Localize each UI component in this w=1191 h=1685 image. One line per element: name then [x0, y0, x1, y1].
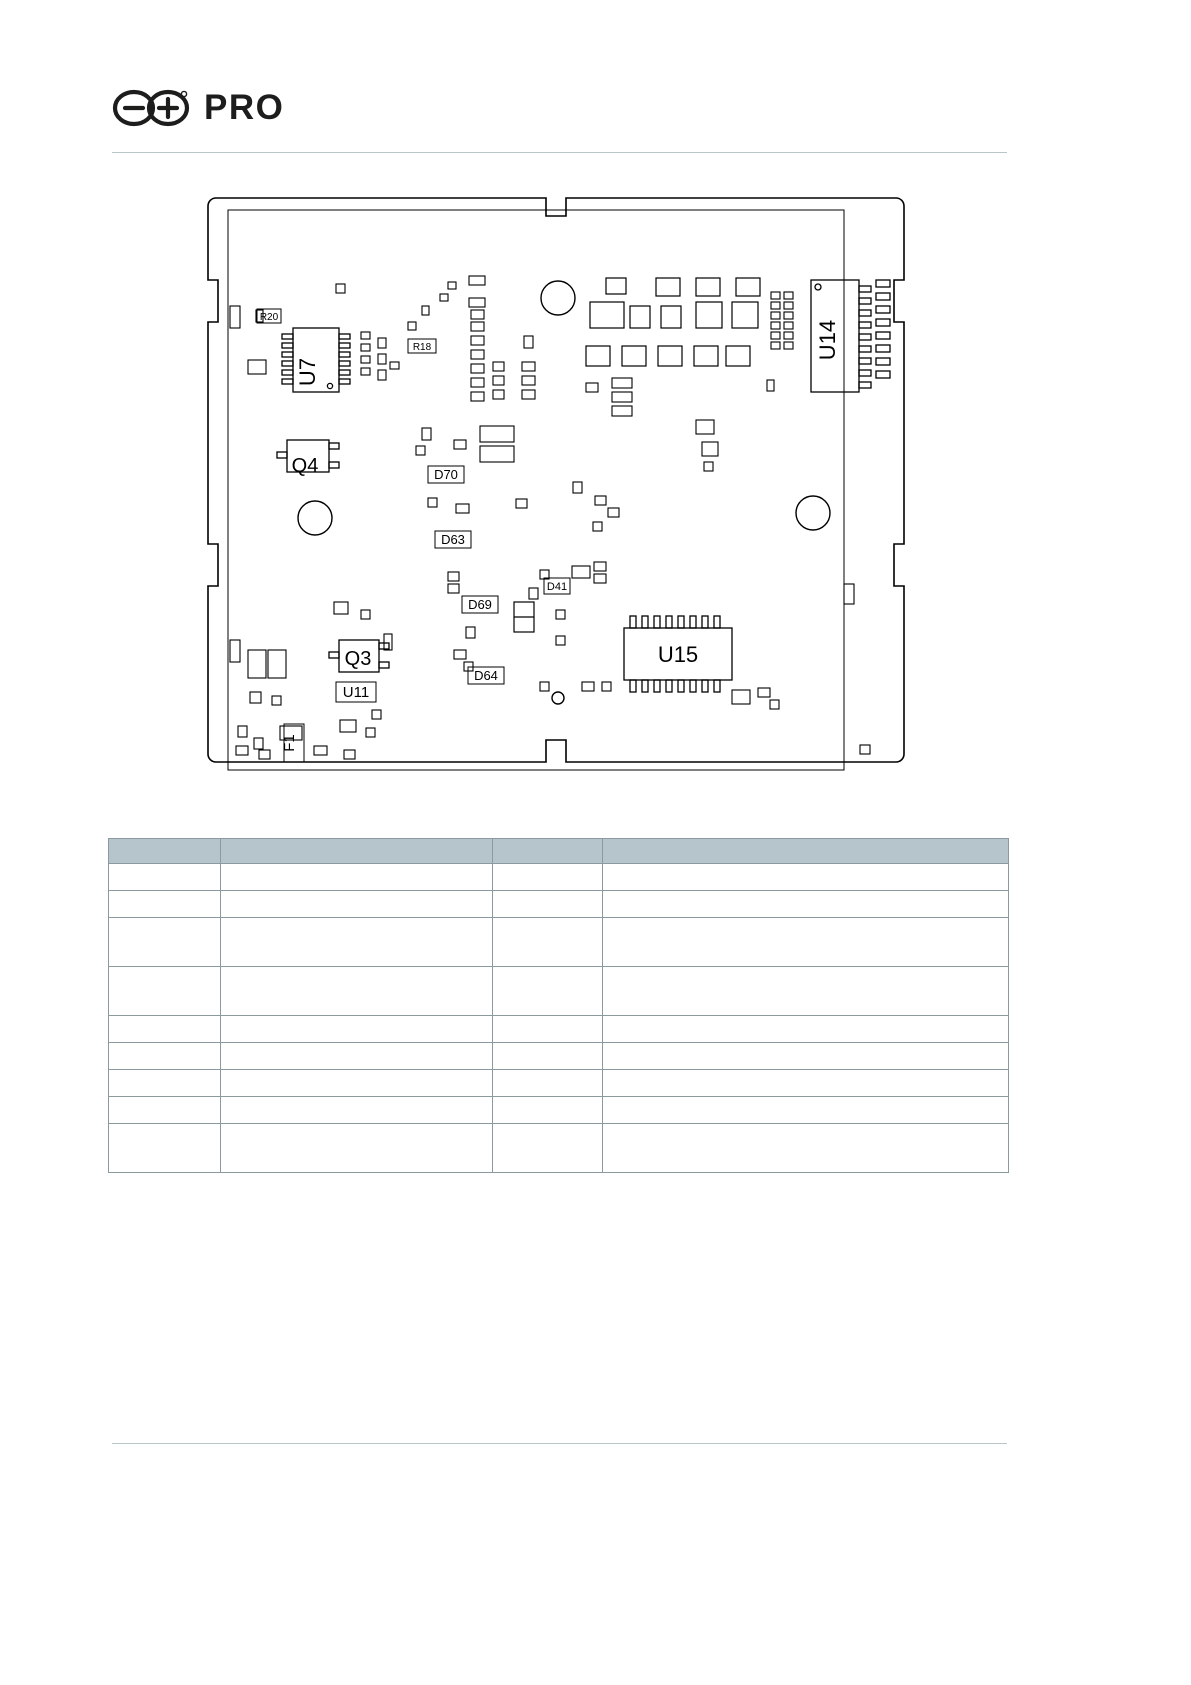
cell-qty: [493, 864, 603, 891]
table-row: [109, 891, 1009, 918]
cell-desc: [221, 864, 493, 891]
table-header-cell-4: [603, 839, 1009, 864]
cell-qty: [493, 1097, 603, 1124]
cell-notes: [603, 918, 1009, 967]
table-row: [109, 864, 1009, 891]
cell-desc: [221, 891, 493, 918]
cell-ref: [109, 864, 221, 891]
cell-desc: [221, 1043, 493, 1070]
cell-ref: [109, 891, 221, 918]
cell-ref: [109, 1043, 221, 1070]
cell-qty: [493, 891, 603, 918]
footer-divider: [112, 1443, 1007, 1444]
cell-notes: [603, 1043, 1009, 1070]
svg-text:D63: D63: [441, 532, 465, 547]
table-header-row: [109, 839, 1009, 864]
svg-text:D64: D64: [474, 668, 498, 683]
arduino-infinity-logo-icon: [112, 88, 190, 128]
cell-ref: [109, 1124, 221, 1173]
pcb-bottom-view-figure: [196, 178, 924, 782]
cell-desc: [221, 1097, 493, 1124]
cell-desc: [221, 1070, 493, 1097]
table-row: [109, 1016, 1009, 1043]
cell-notes: [603, 864, 1009, 891]
parts-table: [108, 838, 1009, 1173]
cell-qty: [493, 1016, 603, 1043]
cell-notes: [603, 1124, 1009, 1173]
cell-qty: [493, 967, 603, 1016]
table-row: [109, 1124, 1009, 1173]
parts-table-container: [108, 838, 1008, 1173]
cell-qty: [493, 918, 603, 967]
table-row: [109, 1097, 1009, 1124]
table-row: [109, 1070, 1009, 1097]
cell-qty: [493, 1043, 603, 1070]
cell-qty: [493, 1124, 603, 1173]
table-header-cell-3: [493, 839, 603, 864]
brand-logo: [112, 80, 1007, 136]
table-row: [109, 1043, 1009, 1070]
table-row: [109, 918, 1009, 967]
header-divider: [112, 152, 1007, 153]
table-header-cell-1: [109, 839, 221, 864]
cell-desc: [221, 918, 493, 967]
svg-text:D70: D70: [434, 467, 458, 482]
svg-text:U11: U11: [342, 684, 370, 701]
svg-text:U14: U14: [815, 319, 840, 361]
cell-notes: [603, 1070, 1009, 1097]
cell-notes: [603, 1097, 1009, 1124]
cell-qty: [493, 1070, 603, 1097]
svg-text:U7: U7: [295, 357, 320, 387]
table-header-cell-2: [221, 839, 493, 864]
cell-ref: [109, 1070, 221, 1097]
cell-ref: [109, 918, 221, 967]
page-header: [112, 80, 1007, 155]
cell-desc: [221, 967, 493, 1016]
svg-text:R20: R20: [259, 312, 279, 323]
table-row: [109, 967, 1009, 1016]
cell-desc: [221, 1016, 493, 1043]
svg-text:U15: U15: [657, 642, 699, 667]
cell-ref: [109, 967, 221, 1016]
cell-ref: [109, 1016, 221, 1043]
svg-text:D41: D41: [546, 581, 568, 593]
svg-text:Q4: Q4: [291, 455, 319, 477]
svg-text:Q3: Q3: [344, 648, 372, 670]
svg-text:D69: D69: [468, 597, 492, 612]
cell-desc: [221, 1124, 493, 1173]
svg-text:R18: R18: [412, 342, 432, 353]
brand-name: PRO: [204, 87, 285, 127]
cell-ref: [109, 1097, 221, 1124]
cell-notes: [603, 891, 1009, 918]
cell-notes: [603, 1016, 1009, 1043]
cell-notes: [603, 967, 1009, 1016]
svg-text:F1: F1: [281, 734, 298, 752]
